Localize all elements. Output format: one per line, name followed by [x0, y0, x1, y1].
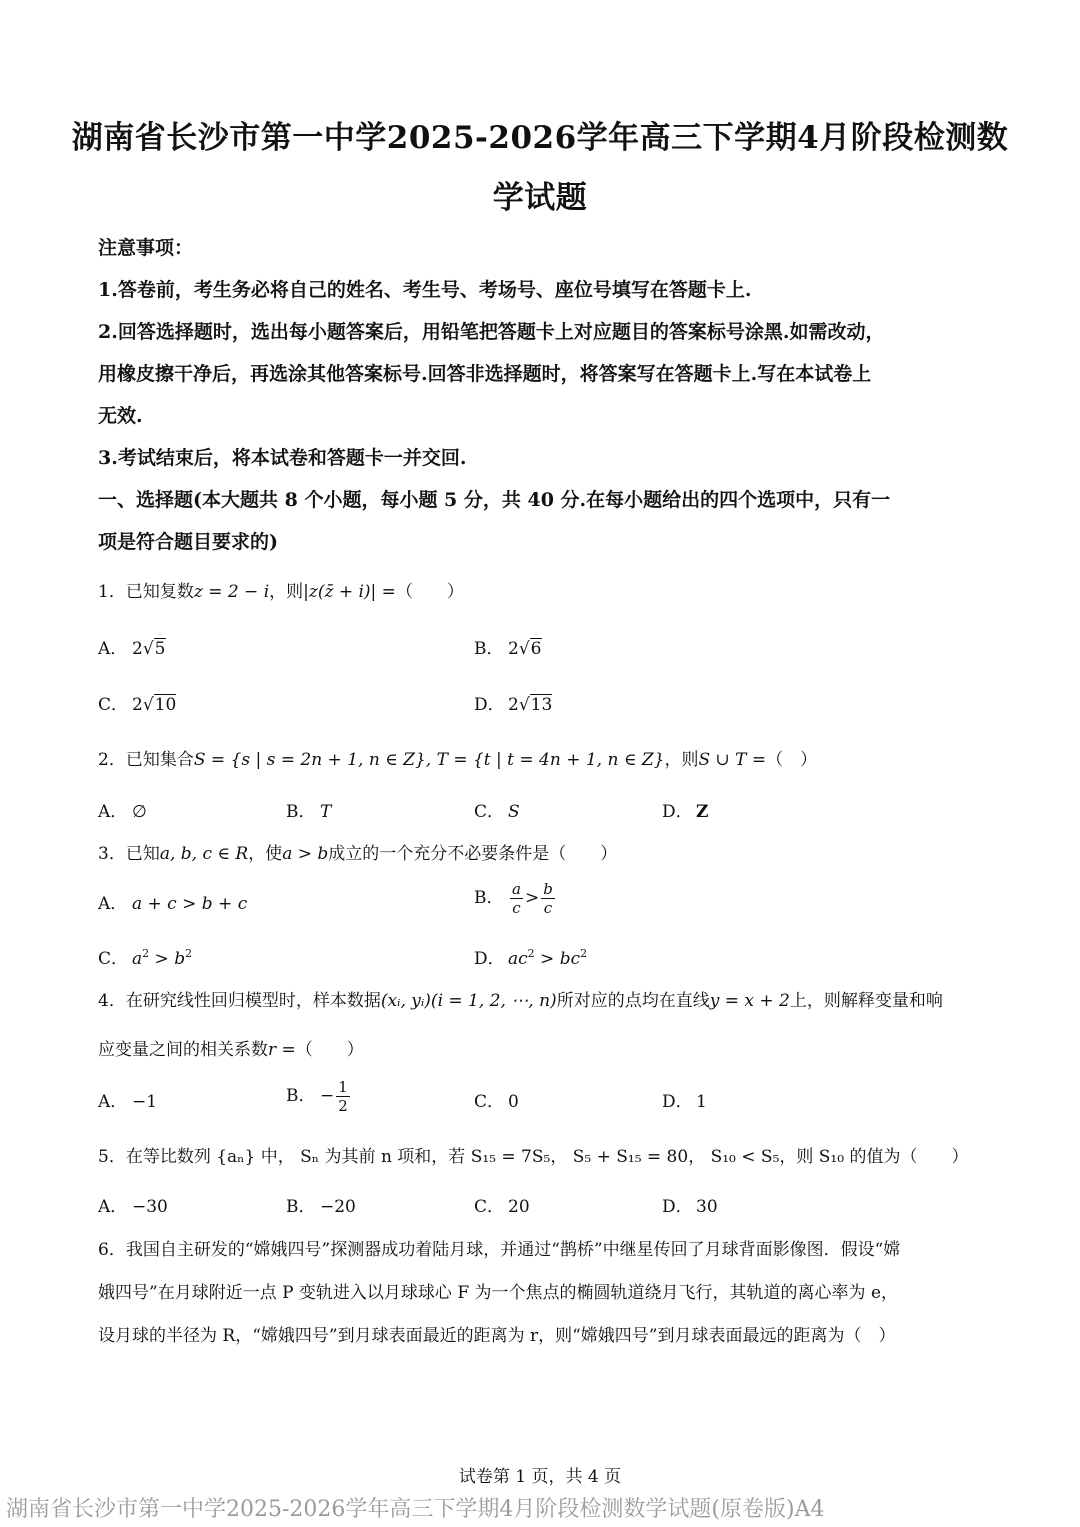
- q1-option-b: B． 2√6: [474, 639, 542, 659]
- notice-item-2-line-3: 无效.: [98, 405, 143, 427]
- q5-option-c: C． 20: [474, 1197, 530, 1217]
- q1-option-c: C． 2√10: [98, 695, 177, 715]
- q1-pre: 1．已知复数: [98, 582, 194, 602]
- notice-heading: 注意事项：: [98, 237, 194, 259]
- q1-tail: （ ）: [395, 582, 464, 602]
- q2-option-c: C． S: [474, 802, 520, 822]
- page-title: 湖南省长沙市第一中学2025-2026学年高三下学期4月阶段检测数学试题: [71, 120, 1009, 216]
- question-4-stem-line-2: 应变量之间的相关系数r =（ ）: [98, 1040, 364, 1060]
- q5-option-a: A． −30: [98, 1197, 168, 1217]
- q4-data: (xᵢ, yᵢ)(i = 1, 2, ⋯, n): [380, 991, 557, 1011]
- q3-option-a: A． a + c > b + c: [98, 894, 248, 914]
- watermark-caption: 湖南省长沙市第一中学2025-2026学年高三下学期4月阶段检测数学试题(原卷版)A4: [6, 1497, 825, 1522]
- q2-mid: ，则: [664, 750, 699, 770]
- q3-mid: ，使: [248, 844, 283, 864]
- notice-item-1: 1.答卷前，考生务必将自己的姓名、考生号、考场号、座位号填写在答题卡上.: [98, 279, 752, 301]
- q3-option-c: C． $a^2 > b^2$: [98, 947, 193, 969]
- q2-tail: （ ）: [766, 750, 818, 770]
- notice-item-3: 3.考试结束后，将本试卷和答题卡一并交回.: [98, 447, 467, 469]
- q5-option-b: B． −20: [286, 1197, 356, 1217]
- question-2-stem: [98, 748, 817, 772]
- q3-vars: a, b, c ∈ R: [159, 844, 249, 864]
- question-5-stem: 5．在等比数列 {aₙ} 中， Sₙ 为其前 n 项和，若 S₁₅ = 7S₅， S₅ + S₁₅ = 80， S₁₀ < S₅，则 S₁₀ 的值为（ ）: [98, 1147, 969, 1167]
- q3-option-b: B． $\frac{a}{c}$ > $\frac{b}{c}$: [474, 880, 553, 917]
- q3-option-d: D． $ac^2 > bc^2$: [474, 947, 588, 969]
- q2-option-d: D． Z: [662, 802, 709, 822]
- q2-expr2: S ∪ T =: [698, 750, 767, 770]
- q2-option-a: A． ∅: [98, 802, 147, 822]
- notice-item-2-line-1: 2.回答选择题时，选出每小题答案后，用铅笔把答题卡上对应题目的答案标号涂黑.如需改动，: [98, 321, 885, 343]
- q1-z: z = 2 − i: [193, 582, 270, 602]
- question-3-stem: [98, 842, 617, 866]
- q2-expr: S = {s | s = 2n + 1, n ∈ Z}, T = {t | t = 4n + 1, n ∈ Z}: [193, 750, 665, 770]
- question-4-stem-line-1: 4．在研究线性回归模型时，样本数据(xᵢ, yᵢ)(i = 1, 2, ⋯, n)所对应的点均在直线y = x + 2上，则解释变量和响: [98, 991, 943, 1011]
- q4-option-b: B． − $\frac{1}{2}$: [286, 1078, 348, 1115]
- q4-line: y = x + 2: [709, 991, 790, 1011]
- q1-mid: ，则: [269, 582, 304, 602]
- q4-option-a: A． −1: [98, 1092, 158, 1112]
- q1-option-d: D． 2√13: [474, 695, 553, 715]
- q1-expr: |z(z̄ + i)| =: [303, 582, 396, 602]
- q3-tail: 成立的一个充分不必要条件是（ ）: [328, 844, 618, 864]
- q4-option-d: D． 1: [662, 1092, 707, 1112]
- q5-option-d: D． 30: [662, 1197, 718, 1217]
- question-6-line-1: 6．我国自主研发的“嫦娥四号”探测器成功着陆月球，并通过“鹊桥”中继星传回了月球背面影像图．假设“嫦: [98, 1240, 901, 1260]
- q4-r: r =: [268, 1040, 296, 1060]
- q3-cond: a > b: [282, 844, 329, 864]
- q3-pre: 3．已知: [98, 844, 160, 864]
- section-heading-line-1: 一、选择题(本大题共 8 个小题，每小题 5 分，共 40 分.在每小题给出的四个选项中，只有一: [98, 489, 891, 511]
- q1-option-a: A． 2√5: [98, 639, 166, 659]
- notice-item-2-line-2: 用橡皮擦干净后，再选涂其他答案标号.回答非选择题时，将答案写在答题卡上.写在本试卷上: [98, 363, 872, 385]
- page-footer: 试卷第 1 页，共 4 页: [458, 1467, 622, 1487]
- section-heading-line-2: 项是符合题目要求的): [98, 531, 278, 553]
- question-6-line-2: 娥四号”在月球附近一点 P 变轨进入以月球球心 F 为一个焦点的椭圆轨道绕月飞行，其轨道的离心率为 e，: [98, 1283, 899, 1303]
- question-1-stem: [98, 580, 464, 604]
- question-6-line-3: 设月球的半径为 R，“嫦娥四号”到月球表面最近的距离为 r，则“嫦娥四号”到月球表面最远的距离为（ ）: [98, 1326, 896, 1346]
- q2-option-b: B． T: [286, 802, 332, 822]
- q2-pre: 2．已知集合: [98, 750, 194, 770]
- q4-option-c: C． 0: [474, 1092, 519, 1112]
